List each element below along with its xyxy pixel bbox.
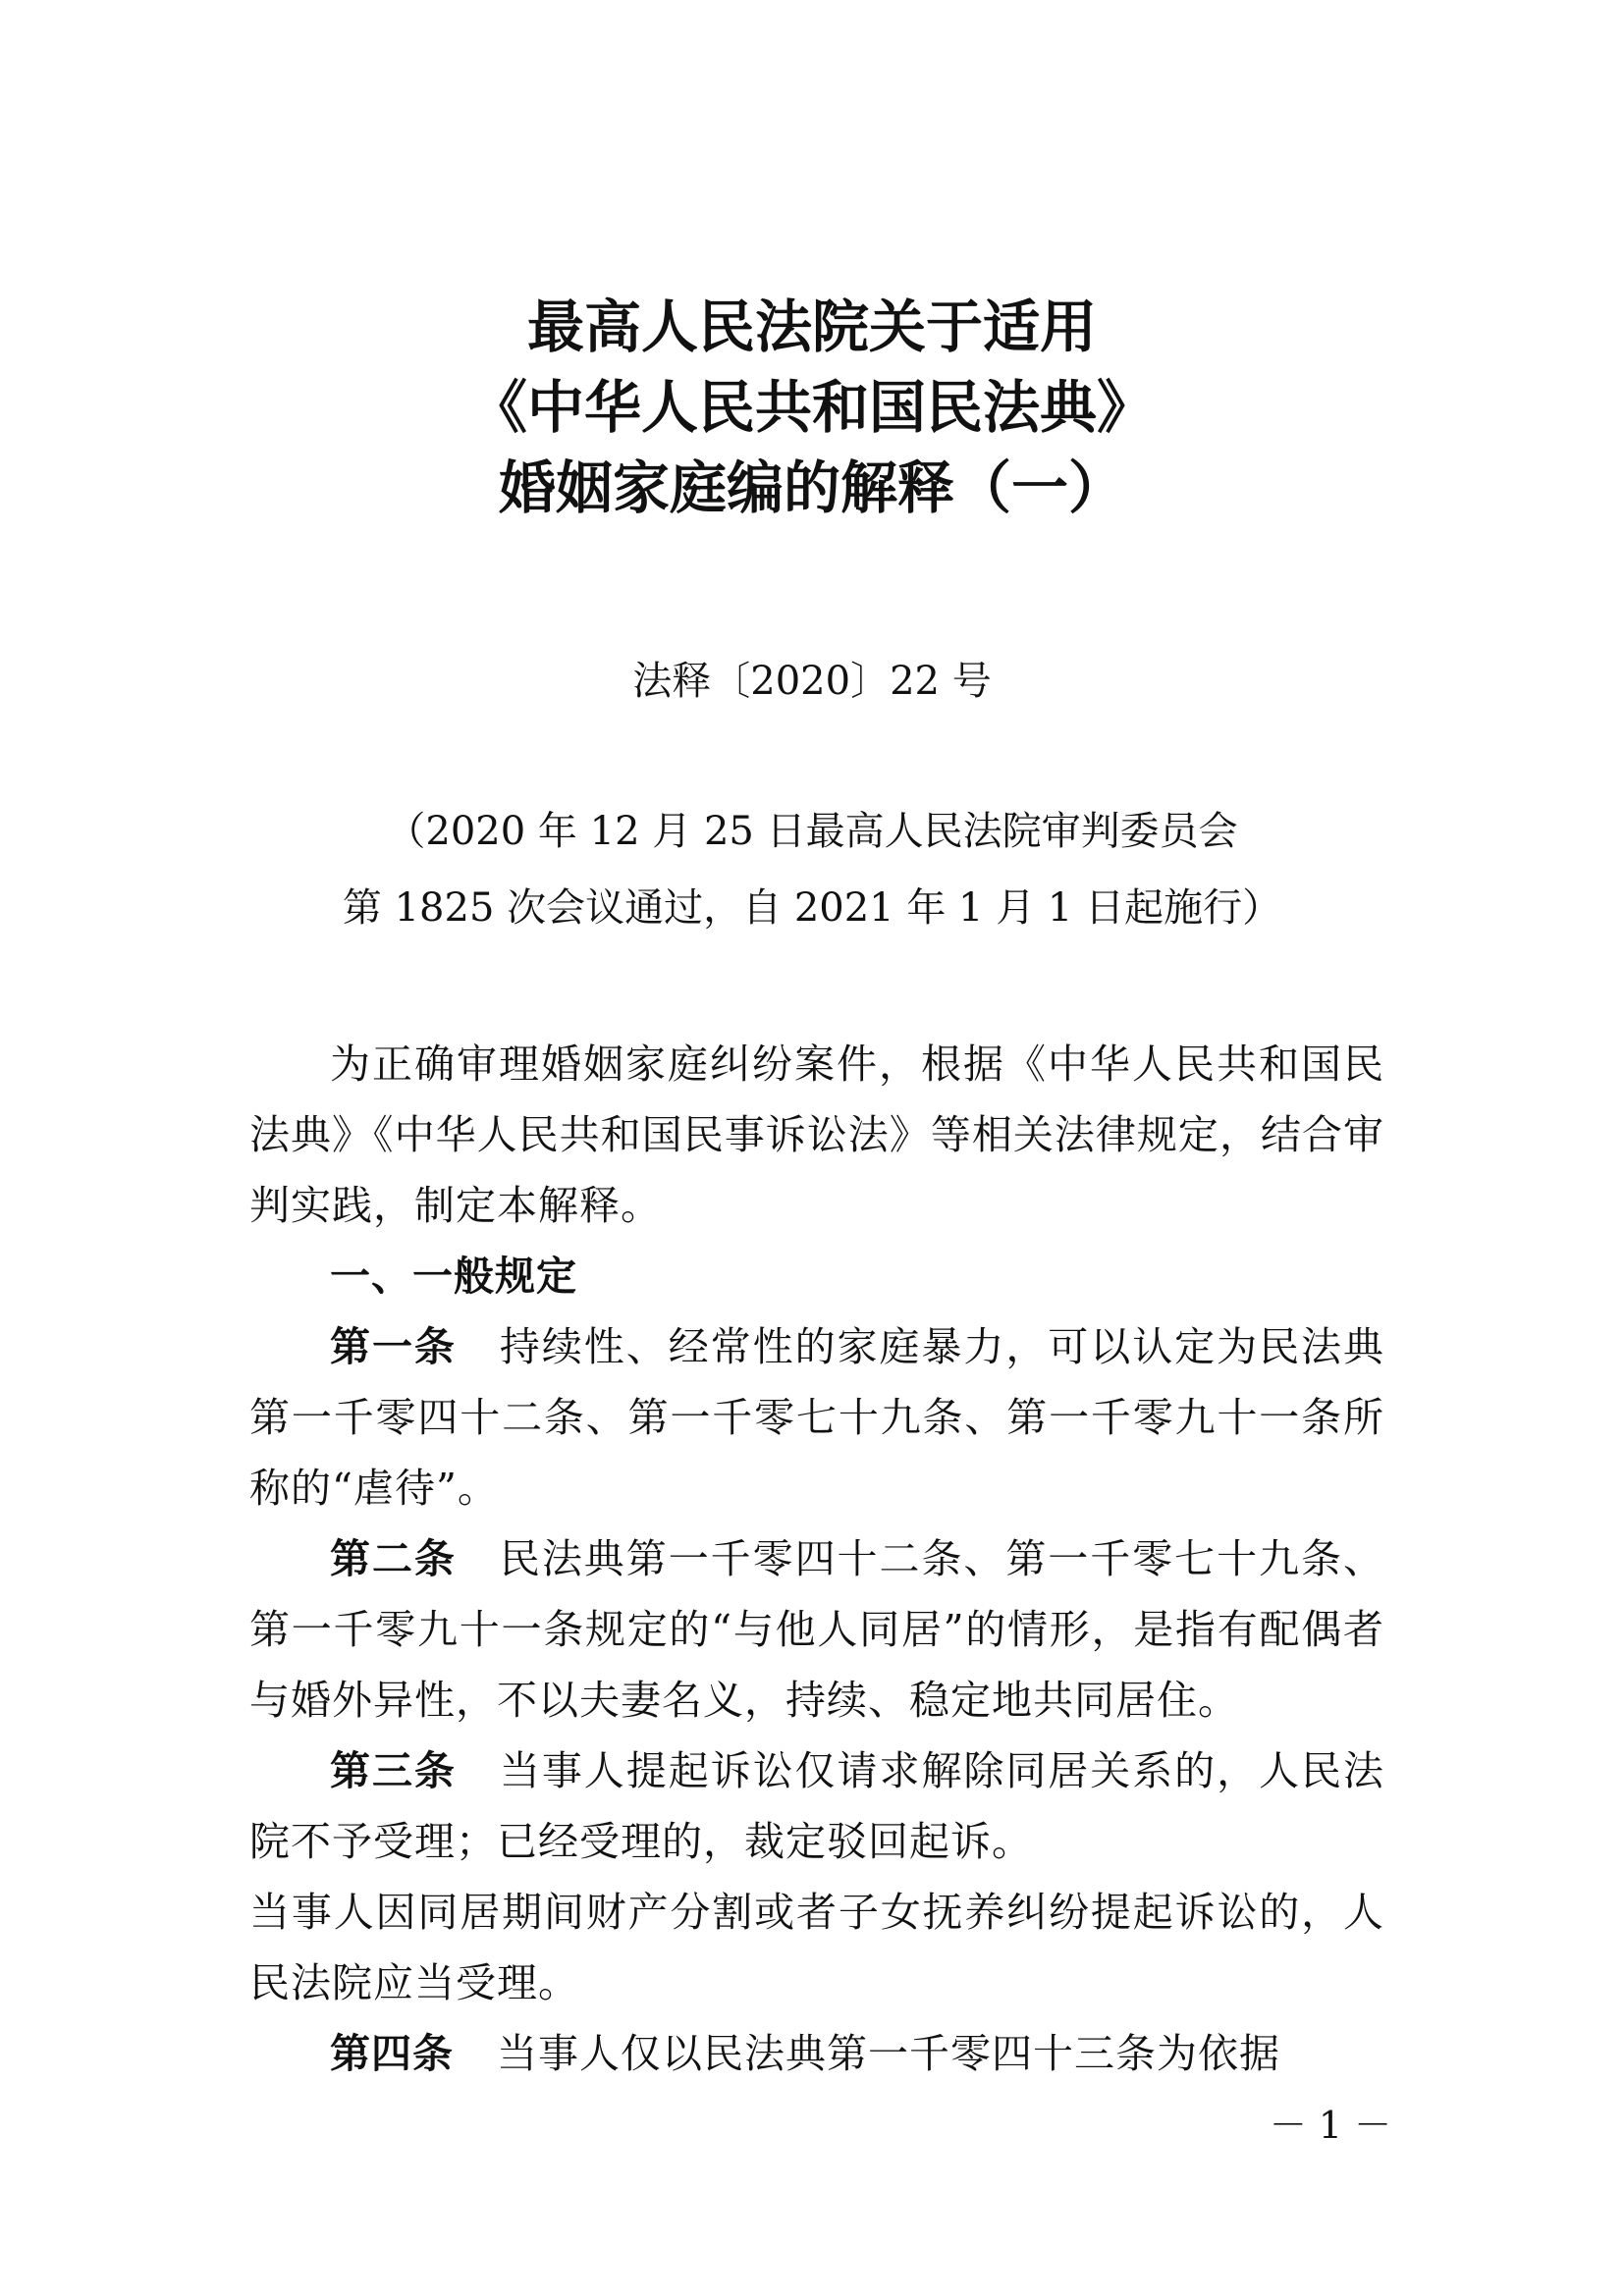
article-2-text: 民法典第一千零四十二条、第一千零七十九条、第一千零九十一条规定的“与他人同居”的情形，是指有配偶者与婚外异性，不以夫妻名义，持续、稳定地共同居住。 [249,1535,1385,1724]
adoption-line-1: （2020 年 12 月 25 日最高人民法院审判委员会 [386,809,1238,854]
article-4 [249,2018,1384,2089]
article-1 [249,1311,1384,1523]
article-4-text: 当事人仅以民法典第一千零四十三条为依据 [497,2030,1280,2077]
page-number: － 1 － [1269,2104,1392,2147]
article-3 [249,1735,1384,1877]
document-number: 法释〔2020〕22 号 [632,659,992,704]
article-3-text: 当事人提起诉讼仅请求解除同居关系的，人民法院不予受理；已经受理的，裁定驳回起诉。 [249,1747,1385,1865]
document-title [0,287,1624,528]
article-2 [249,1523,1384,1735]
section-heading: 一、一般规定 [330,1253,577,1300]
preamble-paragraph: 为正确审理婚姻家庭纠纷案件，根据《中华人民共和国民法典》《中华人民共和国民事诉讼法》等相关法律规定，结合审判实践，制定本解释。 [249,1041,1384,1229]
title-line-1: 最高人民法院关于适用 [526,294,1097,360]
adoption-note [0,793,1624,946]
article-1-label: 第一条 [330,1323,457,1370]
article-4-label: 第四条 [330,2030,454,2077]
adoption-line-2: 第 1825 次会议通过，自 2021 年 1 月 1 日起施行） [342,885,1282,931]
title-line-2: 《中华人民共和国民法典》 [469,374,1154,441]
title-line-3: 婚姻家庭编的解释（一） [498,454,1125,521]
article-3-paragraph-2: 当事人因同居期间财产分割或者子女抚养纠纷提起诉讼的，人民法院应当受理。 [249,1889,1384,2006]
article-2-label: 第二条 [330,1535,457,1582]
article-1-text: 持续性、经常性的家庭暴力，可以认定为民法典第一千零四十二条、第一千零七十九条、第一千零九十一条所称的“虐待”。 [249,1323,1385,1512]
article-3-label: 第三条 [330,1747,457,1794]
document-body [249,1029,1384,2089]
